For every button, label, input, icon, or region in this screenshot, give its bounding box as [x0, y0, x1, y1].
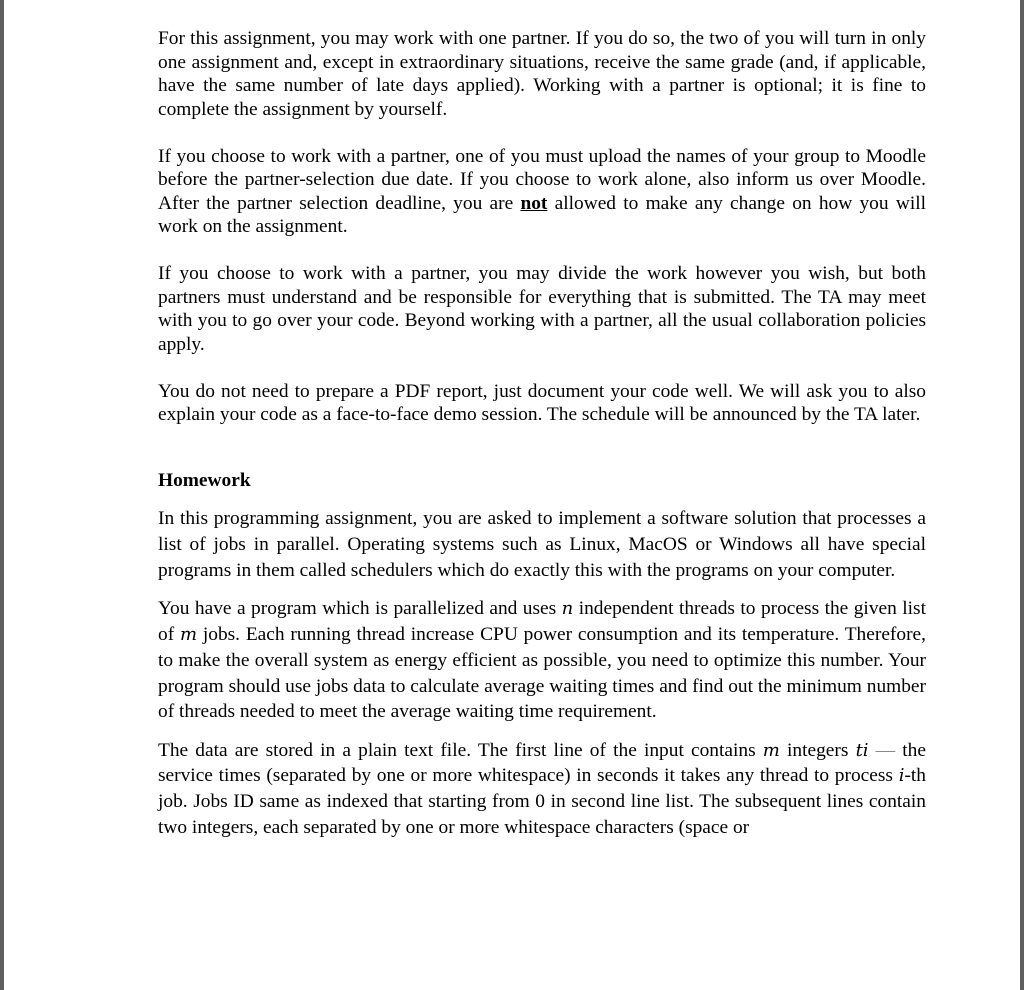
moodle-paragraph	[158, 145, 926, 239]
document-body	[158, 27, 926, 853]
data-format-paragraph	[158, 738, 926, 841]
data-variable-m: m	[762, 739, 780, 761]
program-text-1: You have a program which is parallelized and uses	[158, 598, 562, 620]
data-variable-i: i	[898, 765, 905, 787]
homework-section	[158, 506, 926, 840]
data-text-3: the service times (separated by one or more whitespace) in seconds it takes any thread to process	[158, 739, 926, 787]
partner-paragraph: For this assignment, you may work with one partner. If you do so, the two of you will turn in only one assignment and, except in extraordinary situations, receive the same grade (and, if applicable, have the same number of late days applied). Working with a partner is optional; it is fine to complete the assignment by yourself.	[158, 28, 926, 120]
data-text-2: integers	[779, 739, 856, 761]
variable-n: n	[561, 598, 574, 620]
report-paragraph: You do not need to prepare a PDF report, just document your code well. We will ask you to also explain your code as a face-to-face demo session. The schedule will be announced by the TA later.	[158, 380, 926, 426]
moodle-text-before: If you choose to work with a partner, one of you must upload the names of your group to Moodle before the partner-selection due date. If you choose to work alone, also inform us over Moodle. After the partner selection deadline, you are	[158, 145, 926, 214]
variable-m: m	[179, 624, 198, 646]
homework-intro-paragraph: In this programming assignment, you are asked to implement a software solution that processes a list of jobs in parallel. Operating systems such as Linux, MacOS or Windows all have special programs in them called schedulers which do exactly this with the programs on your computer.	[158, 508, 926, 582]
divide-work-paragraph: If you choose to work with a partner, you may divide the work however you wish, but both partners must understand and be responsible for everything that is submitted. The TA may meet with you to go over your code. Beyond working with a partner, all the usual collaboration policies apply.	[158, 263, 926, 355]
data-text-4: -th job. Jobs ID same as indexed that starting from 0 in second line list. The subsequent lines contain two integers, each separated by one or more whitespace characters (space or	[158, 765, 926, 839]
moodle-text-after: allowed to make any change on how you will work on the assignment.	[158, 192, 926, 238]
program-paragraph	[158, 596, 926, 725]
page-left-border	[0, 0, 4, 990]
page-right-border	[1020, 0, 1024, 990]
data-variable-ti: ti	[855, 739, 869, 761]
homework-heading: Homework	[158, 469, 251, 491]
moodle-not-emphasis: not	[520, 192, 548, 214]
program-text-3: jobs. Each running thread increase CPU power consumption and its temperature. Therefore, to make the overall system as energy efficient as possible, you need to optimize this number. Your program should use jobs data to calculate average waiting times and find out the minimum number of threads needed to meet the average waiting time requirement.	[158, 624, 926, 723]
program-text-2: independent threads to process the given list of	[158, 598, 926, 646]
data-text-1: The data are stored in a plain text file. The first line of the input contains	[158, 739, 763, 761]
data-dash: —	[868, 739, 903, 761]
